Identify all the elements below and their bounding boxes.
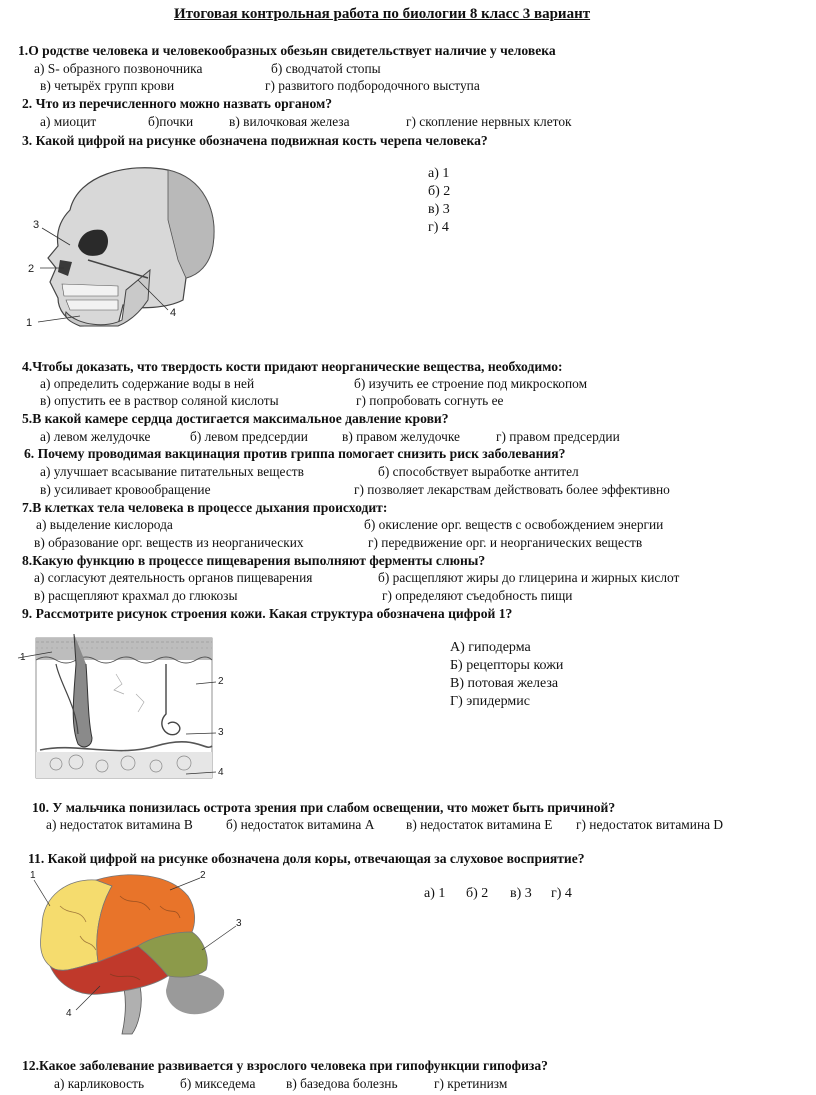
q6-option-b: б) способствует выработке антител bbox=[378, 464, 579, 479]
q7-option-a: а) выделение кислорода bbox=[36, 517, 173, 532]
q8-option-a: а) согласуют деятельность органов пищеварения bbox=[34, 570, 313, 585]
q9-option-a: А) гиподерма bbox=[450, 640, 531, 655]
q3-option-d: г) 4 bbox=[428, 220, 449, 235]
skull-label-1: 1 bbox=[26, 317, 33, 329]
question-12: 12.Какое заболевание развивается у взрослого человека при гипофункции гипофиза? bbox=[22, 1058, 548, 1073]
q11-option-a: а) 1 bbox=[424, 886, 446, 901]
q6-option-d: г) позволяет лекарствам действовать более эффективно bbox=[354, 482, 670, 497]
q3-option-a: а) 1 bbox=[428, 166, 450, 181]
q6-option-a: а) улучшает всасывание питательных веществ bbox=[40, 464, 304, 479]
brain-label-3: 3 bbox=[236, 918, 242, 929]
q4-option-c: в) опустить ее в раствор соляной кислоты bbox=[40, 393, 279, 408]
q2-option-c: в) вилочковая железа bbox=[229, 114, 350, 129]
q2-option-d: г) скопление нервных клеток bbox=[406, 114, 572, 129]
q1-option-a: а) S- образного позвоночника bbox=[34, 61, 203, 76]
question-10: 10. У мальчика понизилась острота зрения при слабом освещении, что может быть причиной? bbox=[32, 800, 616, 815]
brain-illustration bbox=[20, 866, 260, 1036]
skin-label-1: 1 bbox=[20, 652, 26, 663]
q3-option-b: б) 2 bbox=[428, 184, 451, 199]
question-2: 2. Что из перечисленного можно назвать органом? bbox=[22, 96, 333, 111]
q5-option-a: а) левом желудочке bbox=[40, 429, 151, 444]
skin-label-3: 3 bbox=[218, 727, 224, 738]
q10-option-a: а) недостаток витамина В bbox=[46, 817, 193, 832]
q5-option-b: б) левом предсердии bbox=[190, 429, 308, 444]
upper-teeth bbox=[62, 284, 118, 296]
q9-option-b: Б) рецепторы кожи bbox=[450, 658, 564, 673]
question-8: 8.Какую функцию в процессе пищеварения выполняют ферменты слюны? bbox=[22, 553, 486, 568]
question-3: 3. Какой цифрой на рисунке обозначена подвижная кость черепа человека? bbox=[22, 133, 488, 148]
brain-label-2: 2 bbox=[200, 870, 206, 881]
q2-option-b: б)почки bbox=[148, 114, 194, 129]
skull-label-3: 3 bbox=[33, 219, 40, 231]
lower-teeth bbox=[66, 300, 118, 310]
q9-option-c: В) потовая железа bbox=[450, 676, 559, 691]
skull-illustration bbox=[18, 150, 226, 340]
q8-option-c: в) расщепляют крахмал до глюкозы bbox=[34, 588, 238, 603]
q4-option-a: а) определить содержание воды в ней bbox=[40, 376, 255, 391]
question-5: 5.В какой камере сердца достигается максимальное давление крови? bbox=[22, 411, 449, 426]
q10-option-c: в) недостаток витамина Е bbox=[406, 817, 553, 832]
q2-option-a: а) миоцит bbox=[40, 114, 97, 129]
q1-option-b: б) сводчатой стопы bbox=[271, 61, 381, 76]
question-7: 7.В клетках тела человека в процессе дыхания происходит: bbox=[22, 500, 388, 515]
brain-label-4: 4 bbox=[66, 1008, 72, 1019]
q8-option-b: б) расщепляют жиры до глицерина и жирных кислот bbox=[378, 570, 680, 585]
skin-label-2: 2 bbox=[218, 676, 224, 687]
q1-option-c: в) четырёх групп крови bbox=[40, 78, 175, 93]
q5-option-c: в) правом желудочке bbox=[342, 429, 460, 444]
q1-option-d: г) развитого подбородочного выступа bbox=[265, 78, 480, 93]
brain-stem bbox=[122, 986, 141, 1034]
page-title: Итоговая контрольная работа по биологии 8 класс 3 вариант bbox=[174, 6, 591, 22]
skin-illustration bbox=[16, 634, 230, 784]
skull-label-4: 4 bbox=[170, 307, 177, 319]
q4-option-d: г) попробовать согнуть ее bbox=[356, 393, 504, 408]
question-11: 11. Какой цифрой на рисунке обозначена доля коры, отвечающая за слуховое восприятие? bbox=[28, 851, 585, 866]
question-6: 6. Почему проводимая вакцинация против гриппа помогает снизить риск заболевания? bbox=[24, 446, 566, 461]
q10-option-b: б) недостаток витамина А bbox=[226, 817, 375, 832]
cerebellum bbox=[166, 973, 224, 1014]
q11-option-c: в) 3 bbox=[510, 886, 532, 901]
q6-option-c: в) усиливает кровообращение bbox=[40, 482, 211, 497]
skin-label-4: 4 bbox=[218, 767, 224, 778]
q12-option-c: в) базедова болезнь bbox=[286, 1076, 398, 1091]
q10-option-d: г) недостаток витамина D bbox=[576, 817, 724, 832]
q7-option-c: в) образование орг. веществ из неорганических bbox=[34, 535, 304, 550]
brain-label-1: 1 bbox=[30, 870, 36, 881]
q3-option-c: в) 3 bbox=[428, 202, 450, 217]
q12-option-a: а) карликовость bbox=[54, 1076, 145, 1091]
skull-label-2: 2 bbox=[28, 263, 35, 275]
q11-option-d: г) 4 bbox=[551, 886, 572, 901]
q7-option-d: г) передвижение орг. и неорганических веществ bbox=[368, 535, 643, 550]
q9-option-d: Г) эпидермис bbox=[450, 694, 530, 709]
q11-option-b: б) 2 bbox=[466, 886, 489, 901]
question-9: 9. Рассмотрите рисунок строения кожи. Какая структура обозначена цифрой 1? bbox=[22, 606, 513, 621]
q5-option-d: г) правом предсердии bbox=[496, 429, 620, 444]
q12-option-d: г) кретинизм bbox=[434, 1076, 508, 1091]
q7-option-b: б) окисление орг. веществ с освобождением энергии bbox=[364, 517, 664, 532]
question-1: 1.О родстве человека и человекообразных обезьян свидетельствует наличие у человека bbox=[18, 43, 556, 58]
q4-option-b: б) изучить ее строение под микроскопом bbox=[354, 376, 588, 391]
q12-option-b: б) микседема bbox=[180, 1076, 256, 1091]
question-4: 4.Чтобы доказать, что твердость кости придают неорганические вещества, необходимо: bbox=[22, 359, 563, 374]
q8-option-d: г) определяют съедобность пищи bbox=[382, 588, 573, 603]
